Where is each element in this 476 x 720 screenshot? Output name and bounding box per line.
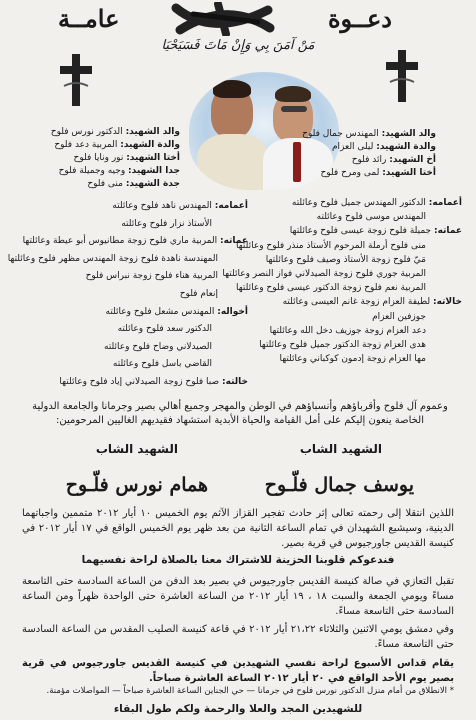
list-item: أعمامه: الدكتور المهندس جميل فلوح وعائلته: [291, 198, 462, 208]
martyr-name-right: يوسف جمال فلّـوح: [264, 474, 414, 496]
list-item: منى فلوح أرملة المرحوم الأستاذ منذر فلوح وعائلتها: [235, 240, 426, 251]
right-relatives: [302, 128, 436, 180]
martyr-name-left: همام نورس فلّـوح: [65, 474, 208, 496]
transport-note: * الانطلاق من أمام منزل الدكتور نورس فلوح في جرمانا — حي الجناين الساعة العاشرة صباحاً — المواصلات مؤمنة.: [46, 686, 454, 696]
list-item: مها العزام زوجة إدمون كوكباني وعائلتها: [279, 354, 426, 365]
mass-paragraph: يقام قداس الأسبوع لراحة نفسي الشهيدين في كنيسة القديس جاورجيوس في قرية بصير يوم الأحد الواقع في ٢٠ أيار ٢٠١٢ الساعة العاشرة صباحاً.: [22, 658, 454, 684]
martyr-label-right: الشهيد الشاب: [299, 442, 382, 456]
list-item: عماته: المربية ماري فلوح زوجة مطانيوس أبو عيطة وعائلتها: [22, 236, 248, 247]
relative-row: والدة الشهيد: المربية دعد فلوح: [54, 140, 180, 150]
list-item: المهندس موسى فلوح وعائلته: [316, 212, 426, 223]
relative-row: جدا الشهيد: وجيه وجميلة فلوح: [58, 166, 180, 176]
list-item: خالته: صبا فلوح زوجة الصيدلاني إياد فلوح وعائلتها: [59, 376, 248, 387]
header-title-left: عامــة: [58, 4, 120, 33]
left-relatives: [51, 126, 180, 191]
list-item: المهندسة ناهدة فلوح زوجة المهندس مظهر فلوح وعائلتها: [7, 253, 218, 264]
list-item: أخواله: المهندس مشعل فلوح وعائلته: [105, 306, 248, 317]
relative-row: جدة الشهيد: منى فلوح: [87, 179, 180, 189]
list-item: أعمامه: المهندس ناهد فلوح وعائلته: [112, 201, 248, 211]
list-item: المربية جوري فلوح زوجة الصيدلاني فواز النصر وعائلتها: [222, 269, 426, 280]
list-item: مَيّ فلوح زوجة الأستاذ وصيف فلوح وعائلتها: [265, 254, 426, 265]
relative-row: أختا الشهيد: لمى ومرح فلوح: [320, 168, 436, 178]
relative-row: أختا الشهيد: نور ونايا فلوح: [73, 153, 180, 163]
left-family-list: [8, 198, 248, 392]
list-item: المربية هناء فلوح زوجة نبراس فلوح: [85, 271, 218, 282]
scribbled-cross-icon: [168, 2, 278, 36]
list-item: خالاته: لطيفة العزام زوجة غانم العيسى وعائلته: [282, 297, 462, 308]
martyr-label-left: الشهيد الشاب: [95, 442, 178, 456]
relative-row: والد الشهيد: الدكتور نورس فلوح: [50, 127, 180, 137]
header-title-right: دعــوة: [327, 4, 392, 33]
list-item: عماته: جميلة فلوح زوجة عيسى فلوح وعائلتها: [289, 226, 462, 237]
list-item: إنعام فلوح: [179, 288, 218, 299]
bible-verse: مَنْ آمَنَ بِي وَإِنْ مَاتَ فَسَيَحْيَا: [161, 38, 315, 53]
cross-icon-right: [384, 48, 420, 104]
list-item: دعد العزام زوجة جوزيف دخل الله وعائلتها: [269, 325, 426, 336]
list-item: الدكتور سعد فلوح وعائلته: [117, 324, 212, 335]
relative-row: والد الشهيد: المهندس جمال فلوح: [302, 129, 436, 139]
relative-row: والدة الشهيد: ليلى العزام: [331, 142, 436, 152]
closing-line: للشهيدين المجد والعلا والرحمة ولكم طول البقاء: [113, 703, 363, 715]
details-paragraph: اللذين انتقلا إلى رحمته تعالى إثر حادث تفجير القزاز الآثم يوم الخميس ١٠ أيار ٢٠١٢ متممين واجباتهما الدينية، وسيشيع الشهيدان في تمام الساعة الثانية من بعد ظهر يوم الخميس الواقع في ١٧ أيار ٢٠١٢ في كنيسة القديس جاورجيوس في قرية بصير.: [22, 508, 455, 549]
right-family-list: [222, 196, 462, 366]
condolence-paragraph-1: تقبل التعازي في صالة كنيسة القديس جاورجيوس في بصير بعد الدفن من الساعة السادسة حتى التاسعة مساءً ويومي الجمعة والسبت ١٨ ، ١٩ أيار ٢٠١٢ من الساعة العاشرة حتى الواحدة ظهراً ومن الساعة السادسة حتى التاسعة مساءً.: [22, 576, 454, 617]
list-item: جوزفين العزام: [372, 311, 426, 322]
relative-row: أخ الشهيد: رائد فلوح: [351, 155, 436, 165]
invite-line: فندعوكم قلوبنا الحزينة للاشتراك معنا بالصلاة لراحة نفسيهما: [81, 554, 395, 566]
list-item: هدى العزام زوجة الدكتور جميل فلوح وعائلتها: [259, 340, 426, 351]
condolence-paragraph-2: وفي دمشق يومي الاثنين والثلاثاء ٢١،٢٢ أيار ٢٠١٢ في قاعة كنيسة الصليب المقدس من الساعة السادسة حتى التاسعة مساءً.: [22, 624, 455, 650]
list-item: القاضي باسل فلوح وعائلته: [112, 359, 212, 370]
list-item: الأستاذ نزار فلوح وعائلته: [121, 218, 212, 229]
cross-icon-left: [58, 52, 94, 108]
announcement-text: وعموم آل فلوح وأقرباؤهم وأنسباؤهم في الوطن والمهجر وجميع أهالي بصير وجرمانا والجامعة الدولية الخاصة ينعون إليكم على أمل القيامة والحياة الأبدية استشهاد فقيديهم الغاليين المرحومين:: [32, 401, 448, 426]
list-item: الصيدلاني وضاح فلوح وعائلته: [104, 341, 212, 352]
list-item: المربية نعم فلوح زوجة الدكتور عيسى فلوح وعائلتها: [235, 283, 426, 294]
